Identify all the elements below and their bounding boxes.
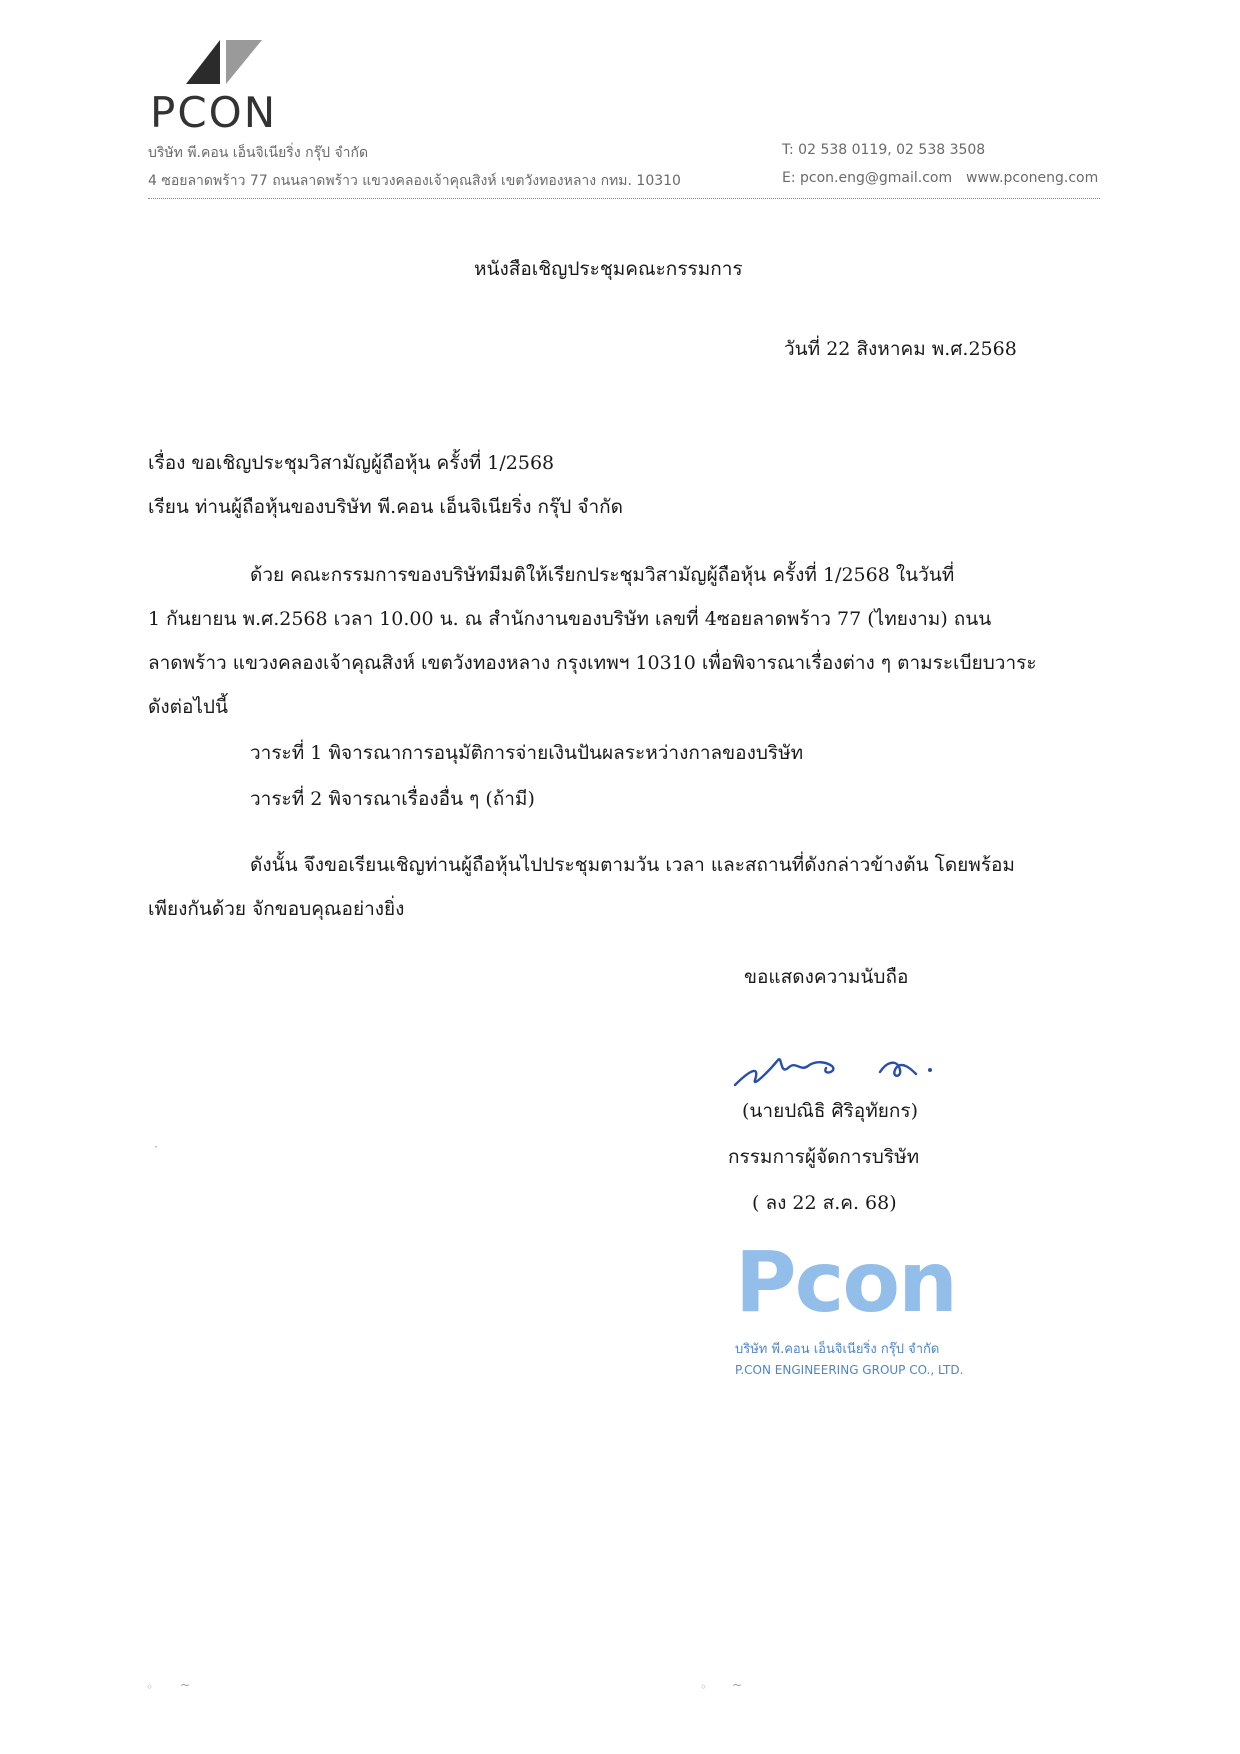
closing-line: เพียงกันด้วย จักขอบคุณอย่างยิ่ง [148, 898, 405, 920]
logo-mark-icon [186, 40, 262, 90]
letter-date: วันที่ 22 สิงหาคม พ.ศ.2568 [784, 338, 1017, 360]
signed-date: ( ลง 22 ส.ค. 68) [752, 1192, 897, 1214]
agenda-item: วาระที่ 2 พิจารณาเรื่องอื่น ๆ (ถ้ามี) [250, 788, 535, 810]
agenda-item: วาระที่ 1 พิจารณาการอนุมัติการจ่ายเงินปันผลระหว่างกาลของบริษัท [250, 742, 804, 764]
stamp-name-th: บริษัท พี.คอน เอ็นจิเนียริ่ง กรุ๊ป จำกัด [735, 1342, 940, 1357]
body-line: ดังต่อไปนี้ [148, 696, 228, 718]
regards: ขอแสดงความนับถือ [744, 966, 909, 988]
handwritten-signature [730, 1030, 950, 1104]
body-line: ลาดพร้าว แขวงคลองเจ้าคุณสิงห์ เขตวังทองหลาง กรุงเทพฯ 10310 เพื่อพิจารณาเรื่องต่าง ๆ ตามระเบียบวาระ [148, 652, 1037, 674]
company-name-th: บริษัท พี.คอน เอ็นจิเนียริ่ง กรุ๊ป จำกัด [148, 145, 369, 161]
company-phone: T: 02 538 0119, 02 538 3508 [782, 142, 986, 158]
body-line: 1 กันยายน พ.ศ.2568 เวลา 10.00 น. ณ สำนักงานของบริษัท เลขที่ 4ซอยลาดพร้าว 77 (ไทยงาม) ถนน [148, 608, 992, 630]
scan-speck: ◦ [146, 1680, 154, 1694]
company-logo [150, 40, 300, 137]
scan-speck: ◦ [700, 1680, 708, 1694]
company-stamp [735, 1233, 995, 1377]
stamp-logo: Pcon [735, 1233, 956, 1331]
letter-recipient: เรียน ท่านผู้ถือหุ้นของบริษัท พี.คอน เอ็นจิเนียริ่ง กรุ๊ป จำกัด [148, 496, 623, 518]
letterhead-divider [148, 198, 1100, 199]
stamp-name-en: P.CON ENGINEERING GROUP CO., LTD. [735, 1363, 964, 1377]
scan-speck: ~ [732, 1678, 743, 1692]
logo-wordmark: PCON [150, 88, 278, 137]
scan-speck: ~ [180, 1678, 191, 1692]
letter-title: หนังสือเชิญประชุมคณะกรรมการ [474, 258, 743, 280]
signer-position: กรรมการผู้จัดการบริษัท [728, 1146, 920, 1168]
signer-name: (นายปณิธิ ศิริอุทัยกร) [742, 1100, 918, 1122]
body-line: ด้วย คณะกรรมการของบริษัทมีมติให้เรียกประชุมวิสามัญผู้ถือหุ้น ครั้งที่ 1/2568 ในวันที่ [250, 564, 955, 586]
company-email: E: pcon.eng@gmail.com [782, 170, 953, 186]
company-website: www.pconeng.com [966, 170, 1099, 186]
letter-subject: เรื่อง ขอเชิญประชุมวิสามัญผู้ถือหุ้น ครั้งที่ 1/2568 [148, 452, 555, 474]
scan-speck: · [154, 1140, 158, 1154]
closing-line: ดังนั้น จึงขอเรียนเชิญท่านผู้ถือหุ้นไปประชุมตามวัน เวลา และสถานที่ดังกล่าวข้างต้น โดยพร้อม [250, 854, 1015, 876]
company-address: 4 ซอยลาดพร้าว 77 ถนนลาดพร้าว แขวงคลองเจ้าคุณสิงห์ เขตวังทองหลาง กทม. 10310 [148, 173, 681, 189]
